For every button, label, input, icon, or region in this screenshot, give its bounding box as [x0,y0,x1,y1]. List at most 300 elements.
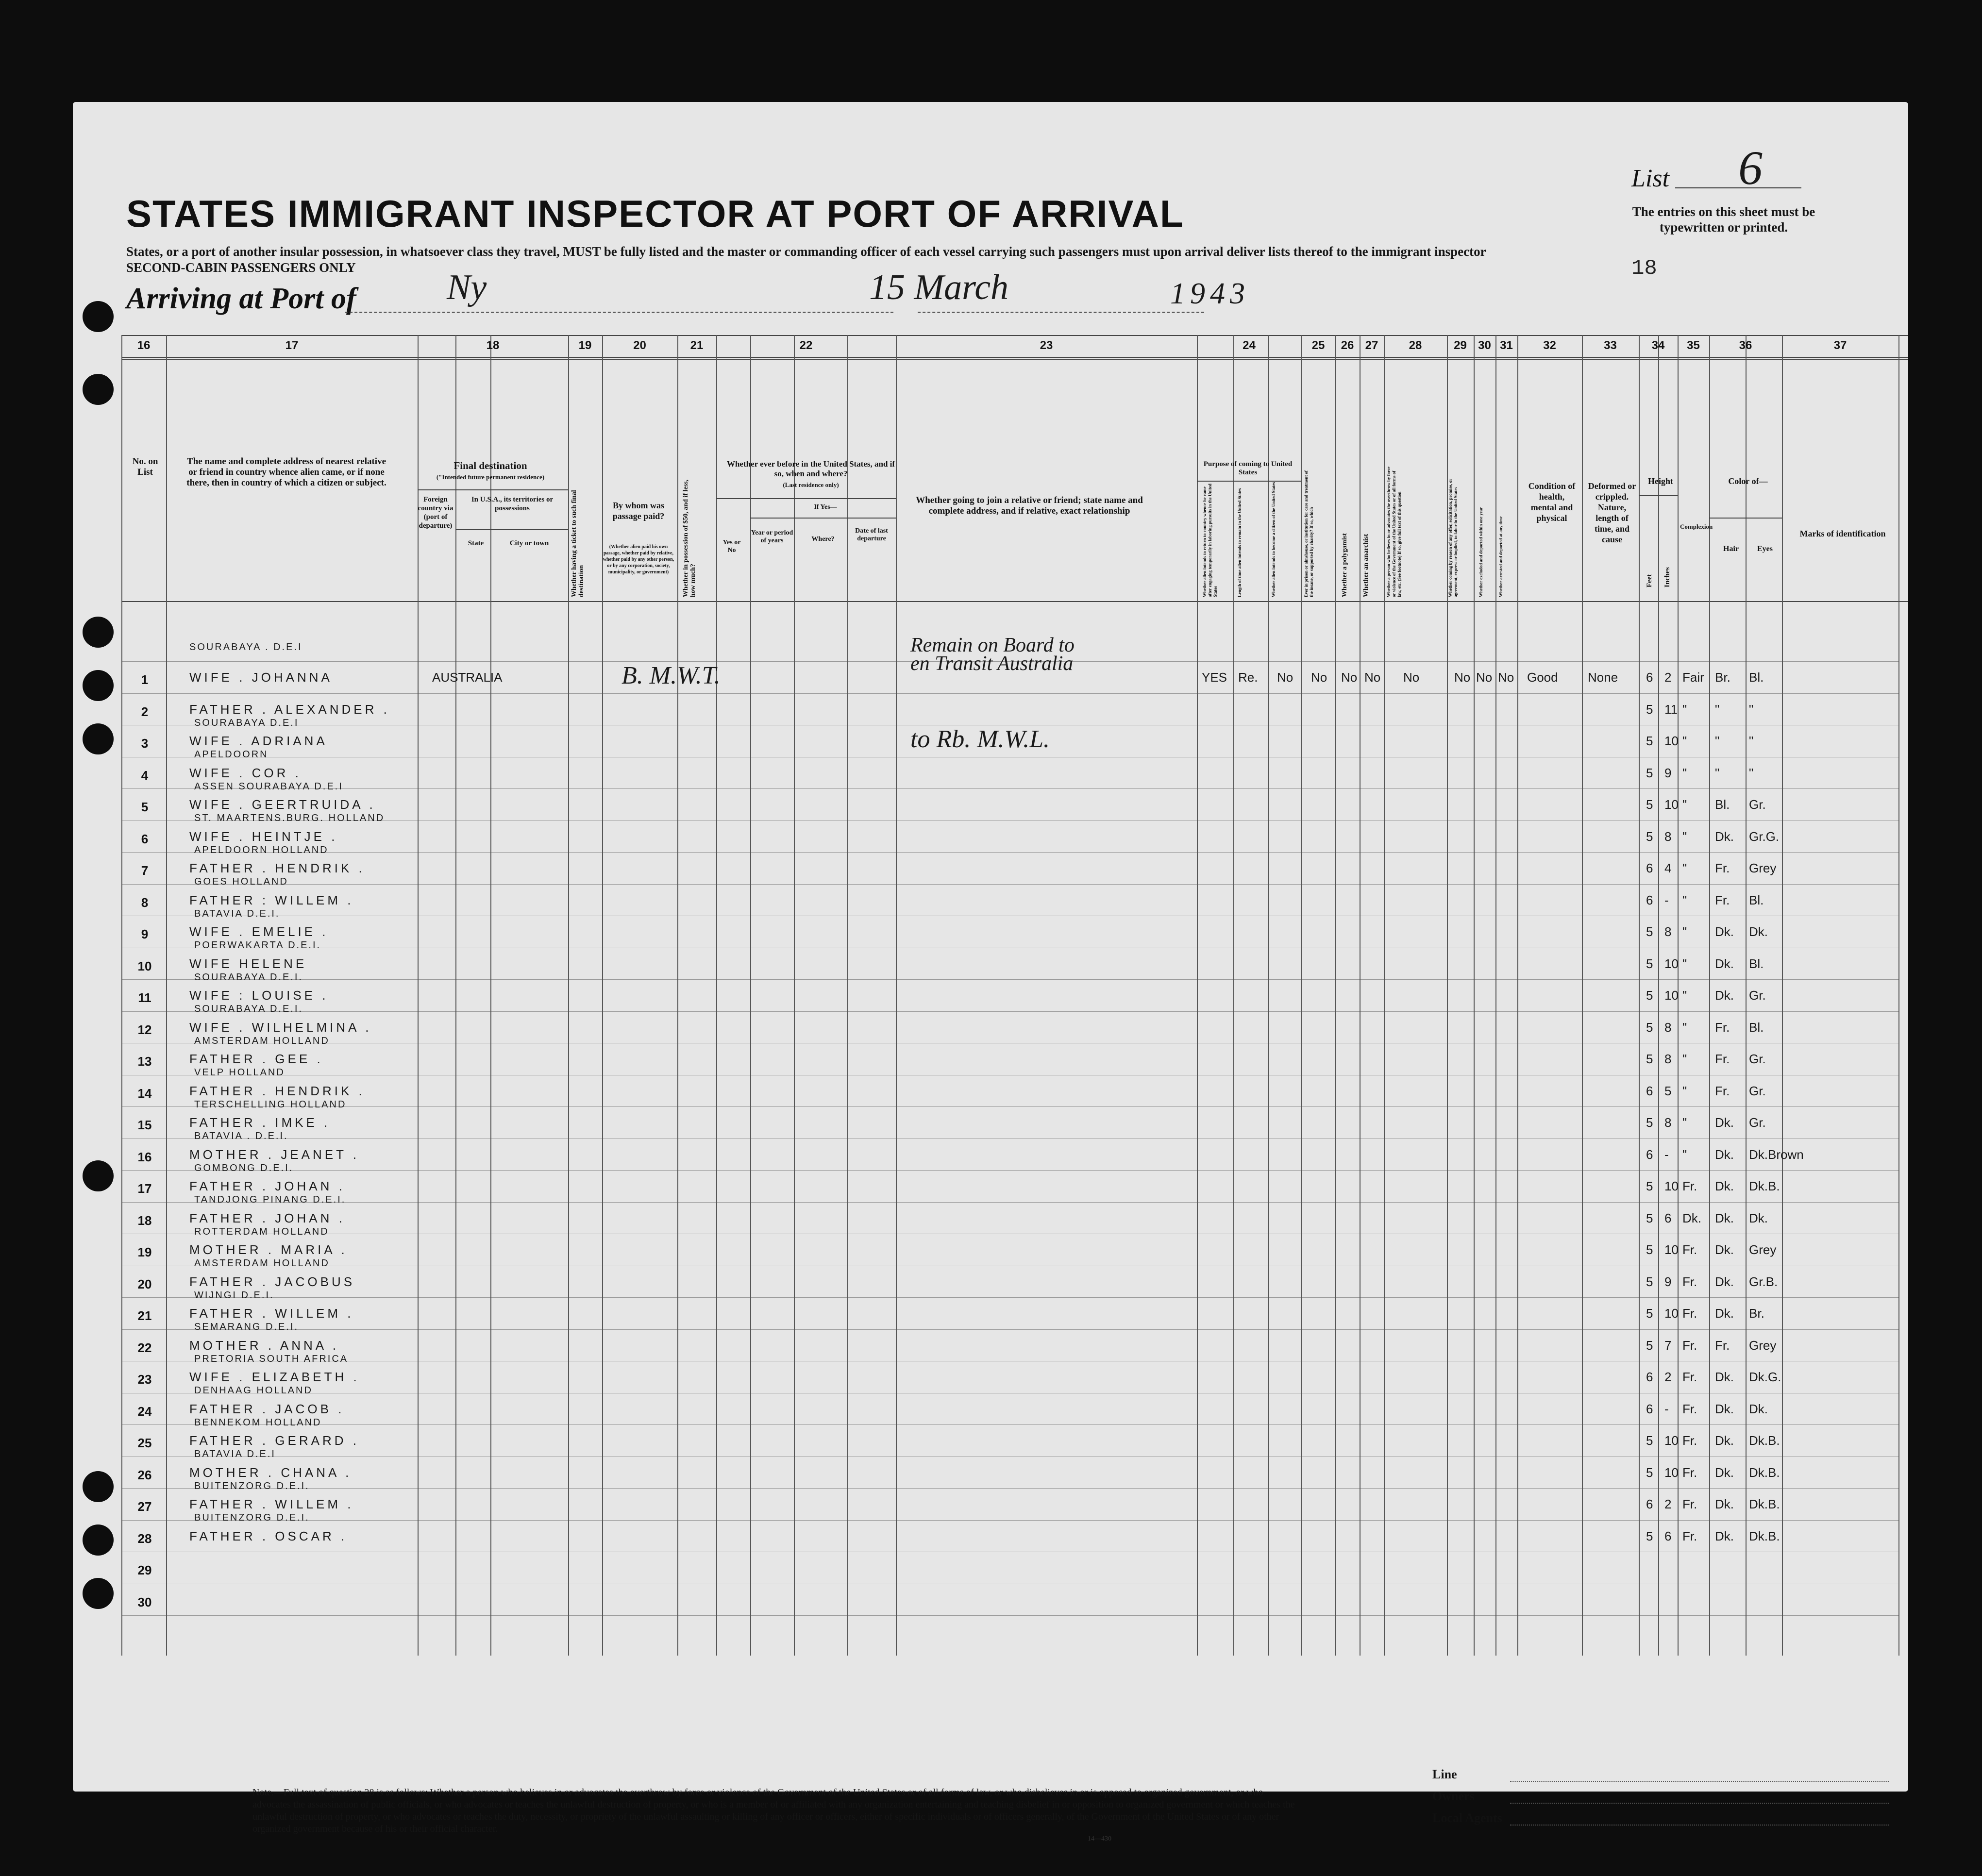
cell-feet: 6 [1646,1147,1653,1162]
row-rule [121,1297,1898,1298]
row-number: 22 [137,1340,152,1355]
cell-feet: 6 [1646,1497,1653,1511]
relative-address: GOMBONG D.E.I. [194,1162,294,1173]
owners-field [1510,1803,1889,1804]
cell-complexion: Fr. [1682,1306,1697,1321]
cell-hair: Dk. [1715,1433,1734,1448]
cell-purpose-b: Re. [1238,670,1258,685]
row-number: 27 [137,1499,152,1514]
header-final-destination: Final destination [454,460,527,471]
cell-eyes: Gr. [1749,1052,1766,1066]
relative-address: APELDOORN [194,749,269,760]
header-complexion: Complexion [1680,523,1713,530]
cell-feet: 5 [1646,702,1653,717]
column-rule [602,335,603,1656]
header-color-of: Color of— [1728,476,1768,486]
cell-feet: 6 [1646,1083,1653,1098]
relative-name: WIFE . EMELIE . [189,924,329,939]
relative-address: BUITENZORG D.E.I. [194,1512,310,1523]
relative-name: MOTHER . MARIA . [189,1242,348,1257]
header-purpose-citizen: Whether alien intends to become a citizen of the United States [1271,482,1276,597]
cell-feet: 6 [1646,892,1653,907]
cell-hair: Fr. [1715,1083,1730,1098]
relative-name: WIFE . WILHELMINA . [189,1020,372,1035]
port-value: Ny [447,268,487,307]
relative-name: MOTHER . CHANA . [189,1465,352,1480]
arriving-label: Arriving at Port of [126,282,356,315]
row-number: 7 [141,863,149,878]
cell-feet: 6 [1646,1401,1653,1416]
header-where: Where? [811,536,835,543]
header-passage-note: (Whether alien paid his own passage, whether paid by relative, whether paid by any other person, or by any corporation, society, municipality, or government) [603,544,674,575]
column-rule [794,335,795,1656]
row-rule [121,693,1898,694]
cell-eyes: Dk. [1749,924,1768,939]
column-rule [1268,335,1269,1656]
cell-eyes: Gr. [1749,1083,1766,1098]
row-number: 17 [137,1181,152,1196]
cell-hair: Dk. [1715,1370,1734,1384]
cell-complexion: " [1682,1083,1687,1098]
cell-feet: 5 [1646,1433,1653,1448]
column-rule [490,335,491,1656]
row-number: 10 [137,958,152,973]
header-joining: Whether going to join a relative or friend; state name and complete address, and if relative, exact relationship [916,495,1143,516]
cell-eyes: " [1749,734,1754,748]
column-rule [568,335,569,1656]
cell-inches: 8 [1664,924,1672,939]
header-purpose-length: Length of time alien intends to remain in the United States [1237,488,1242,597]
cell-complexion: Fr. [1682,1401,1697,1416]
cell-inches: 8 [1664,1115,1672,1130]
relative-name: FATHER . JACOB . [189,1401,345,1416]
column-rule [1301,335,1302,1656]
cell-inches: 2 [1664,1370,1672,1384]
cell-complexion: " [1682,702,1687,717]
relative-name: FATHER : WILLEM . [189,892,354,907]
relative-address: SEMARANG D.E.I. [194,1322,299,1332]
cell-eyes: Gr. [1749,988,1766,1003]
cell-complexion: " [1682,1020,1687,1035]
cell-eyes: Dk. [1749,1401,1768,1416]
cell-eyes: Dk. [1749,1210,1768,1225]
cell-eyes: " [1749,765,1754,780]
column-rule [847,335,848,1656]
column-rule [1384,335,1385,1656]
cell-complexion: " [1682,734,1687,748]
cell-q26: No [1341,670,1358,685]
cell-inches: 5 [1664,1083,1672,1098]
column-rule [455,335,456,1656]
cell-feet: 5 [1646,1115,1653,1130]
relative-name: WIFE . ADRIANA [189,734,328,748]
cell-complexion: Fr. [1682,1497,1697,1511]
owners-label: Owners [1432,1789,1475,1803]
row-number: 21 [137,1308,152,1323]
year-value: 1943 [1170,277,1250,310]
row-number: 18 [137,1213,152,1228]
local-agents-label: Local Agents [1432,1811,1502,1825]
cell-eyes: Dk.B. [1749,1179,1780,1193]
column-rule [1495,335,1496,1656]
cell-q25: No [1311,670,1327,685]
relative-name: MOTHER . ANNA . [189,1338,339,1353]
header-final-destination-note: ("Intended future permanent residence) [436,473,545,481]
punch-hole [83,374,114,405]
relative-address: VELP HOLLAND [194,1067,285,1078]
cell-hair: Dk. [1715,1528,1734,1543]
cell-purpose: YES [1202,670,1227,685]
relative-address: TERSCHELLING HOLLAND [194,1099,347,1110]
cell-feet: 5 [1646,1528,1653,1543]
cell-inches: 8 [1664,1020,1672,1035]
row-number: 1 [141,672,149,687]
punch-hole [83,1471,114,1502]
cell-inches: 9 [1664,1274,1672,1289]
relative-address: POERWAKARTA D.E.I. [194,940,321,951]
relative-name: FATHER . ALEXANDER . [189,702,390,717]
column-number: 25 [1311,339,1325,352]
manifest-sheet [73,102,1908,1842]
relative-name: FATHER . HENDRIK . [189,1083,365,1098]
punch-hole [83,1578,114,1609]
cell-hair: Dk. [1715,1306,1734,1321]
relative-address: ST. MAARTENS.BURG. HOLLAND [194,813,385,823]
column-number: 24 [1243,339,1256,352]
cell-inches: - [1664,1401,1669,1416]
row-number: 9 [141,927,149,941]
cell-eyes: Dk.B. [1749,1528,1780,1543]
cell-deformed: None [1588,670,1618,685]
header-height: Height [1648,476,1673,486]
row-rule [121,1488,1898,1489]
column-rule [1639,335,1640,1656]
cell-q30: No [1476,670,1493,685]
cell-feet: 5 [1646,829,1653,844]
relative-address: AMSTERDAM HOLLAND [194,1035,330,1046]
row-number: 12 [137,1022,152,1037]
row-rule [121,1170,1898,1171]
cell-inches: 8 [1664,1052,1672,1066]
cell-feet: 5 [1646,765,1653,780]
cell-complexion: " [1682,829,1687,844]
row-number: 16 [137,1149,152,1164]
relative-name: FATHER . OSCAR . [189,1528,348,1543]
row-rule [121,1520,1898,1521]
relative-name: WIFE . GEERTRUIDA . [189,797,376,812]
row-number: 15 [137,1118,152,1132]
cell-eyes: Dk.B. [1749,1497,1780,1511]
header-rule [418,489,568,490]
relative-address: SOURABAYA D.E.I. [194,972,303,983]
row-number: 19 [137,1245,152,1259]
header-polygamist: Whether a polygamist [1341,533,1348,597]
cell-eyes: Grey [1749,1338,1777,1353]
relative-address: DENHAAG HOLLAND [194,1385,313,1396]
row-number: 2 [141,704,149,719]
cell-eyes: Gr.B. [1749,1274,1778,1289]
column-number: 27 [1365,339,1378,352]
cell-complexion: Fr. [1682,1338,1697,1353]
column-rule [1197,335,1198,1656]
punch-hole [83,723,114,754]
cell-inches: 10 [1664,1179,1679,1193]
header-state: State [468,539,484,547]
cell-feet: 5 [1646,1179,1653,1193]
cell-joining: Remain on Board to en Transit Australia [910,634,1075,675]
cell-q31: No [1498,670,1514,685]
relative-address: TANDJONG PINANG D.E.I. [194,1194,346,1205]
cell-feet: 5 [1646,988,1653,1003]
punch-hole [83,617,114,648]
cell-inches: 10 [1664,988,1679,1003]
header-feet: Feet [1646,574,1653,587]
cell-condition: Good [1527,670,1558,685]
entries-note: The entries on this sheet must be typewritten or printed. [1632,204,1815,234]
cell-hair: Fr. [1715,1020,1730,1035]
relative-name: WIFE . HEINTJE . [189,829,338,844]
column-rule [896,335,897,1656]
cell-hair: Dk. [1715,1210,1734,1225]
cell-hair: Bl. [1715,797,1730,812]
cell-feet: 5 [1646,1274,1653,1289]
row-number: 26 [137,1467,152,1482]
row-number: 5 [141,800,149,814]
cell-country: AUSTRALIA [432,670,503,685]
cell-complexion: " [1682,1052,1687,1066]
header-passage: By whom was passage paid? [612,501,665,521]
cell-hair: Fr. [1715,861,1730,875]
cell-inches: - [1664,1147,1669,1162]
cell-eyes: Grey [1749,1242,1777,1257]
cell-passage: B. M.W.T. [621,662,721,689]
row-rule [121,1424,1898,1425]
column-number: 36 [1739,339,1752,352]
cell-q29: No [1454,670,1471,685]
cell-eyes: Bl. [1749,1020,1764,1035]
cell-eyes: Dk.G. [1749,1370,1781,1384]
column-number: 17 [285,339,299,352]
header-departure: Date of last departure [855,527,888,542]
line-field [1510,1781,1889,1782]
page-title: STATES IMMIGRANT INSPECTOR AT PORT OF ARRIVAL [126,192,1184,235]
header-rule [716,498,896,499]
cell-inches: 2 [1664,1497,1672,1511]
cell-eyes: Gr. [1749,1115,1766,1130]
form-number: 14—430 [1088,1835,1111,1842]
column-number: 19 [578,339,592,352]
relative-name: WIFE . ELIZABETH . [189,1370,360,1384]
column-number: 21 [690,339,704,352]
header-prison: Ever in prison or almshouse, or institution for care and treatment of the insane, or supported by charity? If so, which [1304,470,1314,597]
cell-q27: No [1364,670,1381,685]
cell-complexion: Dk. [1682,1210,1701,1225]
header-condition: Condition of health, mental and physical [1528,481,1576,523]
cell-complexion: Fr. [1682,1370,1697,1384]
cell-hair: Dk. [1715,1497,1734,1511]
cell-complexion: " [1682,797,1687,812]
cell-purpose-c: No [1277,670,1293,685]
header-overthrow: Whether a person who believes in or advocates the overthrow by force or violence of the Government of the United States or of all forms of law, etc. (See footnote) If so, give full text of this question [1386,466,1402,597]
cell-complexion: " [1682,924,1687,939]
row-number: 23 [137,1372,152,1387]
punch-hole [83,1524,114,1556]
header-before-in-us: Whether ever before in the United States, and if so, when and where? [726,459,895,478]
cell-complexion: Fr. [1682,1179,1697,1193]
relative-name: WIFE HELENE [189,956,307,971]
relative-address: ASSEN SOURABAYA D.E.I [194,781,343,792]
cell-hair: Dk. [1715,1242,1734,1257]
list-label: List [1631,165,1670,192]
punch-hole [83,670,114,701]
cell-hair: Fr. [1715,892,1730,907]
header-anarchist: Whether an anarchist [1362,534,1370,597]
row-rule [121,1202,1898,1203]
relative-address: BATAVIA . D.E.I. [194,1131,288,1141]
cell-hair: Dk. [1715,1274,1734,1289]
relative-address: BATAVIA D.E.I. [194,908,280,919]
column-rule [121,335,122,1656]
relative-name: FATHER . WILLEM . [189,1306,354,1321]
row-number: 20 [137,1276,152,1291]
cell-hair: Fr. [1715,1338,1730,1353]
column-number: 16 [137,339,151,352]
cell-complexion: " [1682,1147,1687,1162]
relative-name: FATHER . JOHAN . [189,1210,345,1225]
relative-address: GOES HOLLAND [194,876,288,887]
column-number: 18 [486,339,500,352]
cell-feet: 5 [1646,797,1653,812]
local-agents-field [1510,1825,1889,1826]
row-rule [121,1615,1898,1616]
cell-complexion: " [1682,861,1687,875]
header-eyes: Eyes [1757,545,1773,553]
relative-address: SOURABAYA D.E.I. [194,1004,303,1014]
header-ticket: Whether having a ticket to such final destination [571,490,585,597]
date-underline [918,312,1204,313]
table-rule [121,357,1908,358]
header-city: City or town [509,539,549,547]
cell-eyes: Bl. [1749,670,1764,685]
column-rule [166,335,167,1656]
cell-eyes: Br. [1749,1306,1764,1321]
header-arrested: Whether arrested and deported at any time [1498,516,1503,597]
cell-hair: Dk. [1715,1147,1734,1162]
cell-feet: 5 [1646,1465,1653,1480]
cell-feet: 5 [1646,1052,1653,1066]
row-number: 29 [137,1563,152,1577]
column-number: 20 [633,339,646,352]
column-number: 37 [1833,339,1847,352]
cell-hair: Dk. [1715,1115,1734,1130]
row-number: 3 [141,736,149,751]
column-number: 34 [1651,339,1665,352]
row-rule [121,1329,1898,1330]
column-rule [716,335,717,1656]
cell-eyes: Gr.G. [1749,829,1780,844]
cell-feet: 5 [1646,924,1653,939]
relative-name: FATHER . GERARD . [189,1433,359,1448]
footnote: Note.—Full text of question 28 is as follows: Whether a person who believes in or advocates the overthrow by force or violence of the Government of the United States or of all forms of law, or who disbelieves in or is opposed to organized government, or who advocates the assassination of public officials, or who advocates or teaches the unlawful destruction of property, or who is a member of or affiliated with any organization entertaining and teaching disbelief in or opposition to organized government or which teaches the unlawful destruction of property, or who advocates or teaches the duty, necessity, or propriety of the unlawful assaulting or killing of any officer or officers, either of specific individuals or of officers generally, of the Government of the United States or of any other organized government because of his or their official character. [252,1787,1295,1834]
table-rule [121,335,1908,336]
column-number: 29 [1454,339,1467,352]
column-rule [1746,335,1747,1656]
row-number: 30 [137,1594,152,1609]
cell-complexion: Fr. [1682,1465,1697,1480]
header-in-usa: In U.S.A., its territories or possessions [471,496,554,512]
cell-eyes: " [1749,702,1754,717]
column-rule [1658,335,1659,1656]
header-period: Year or period of years [751,529,793,544]
relative-name: FATHER . JOHAN . [189,1179,345,1193]
cell-complexion: Fr. [1682,1433,1697,1448]
relative-name: WIFE . JOHANNA [189,670,333,685]
cell-inches: 10 [1664,734,1679,748]
header-rule [1709,518,1782,519]
cell-feet: 5 [1646,1210,1653,1225]
cell-eyes: Bl. [1749,956,1764,971]
table-rule [121,359,1908,360]
header-yes-no: Yes or No [722,539,741,554]
cell-inches: 8 [1664,829,1672,844]
cell-complexion: Fr. [1682,1528,1697,1543]
cell-inches: 9 [1664,765,1672,780]
cell-inches: 10 [1664,1242,1679,1257]
relative-address: ROTTERDAM HOLLAND [194,1226,329,1237]
table-rule [121,601,1908,602]
cell-feet: 6 [1646,1370,1653,1384]
cell-complexion: " [1682,956,1687,971]
cell-inches: 10 [1664,956,1679,971]
column-number: 23 [1040,339,1053,352]
cell-hair: Dk. [1715,1179,1734,1193]
header-foreign-country: Foreign country via (port of departure) [418,496,454,530]
cell-hair: " [1715,702,1720,717]
column-rule [1782,335,1783,1656]
header-purpose: Purpose of coming to United States [1203,460,1293,476]
manifest-table [121,335,1908,1656]
cell-feet: 5 [1646,734,1653,748]
column-rule [1709,335,1710,1656]
cell-inches: 2 [1664,670,1672,685]
cell-feet: 6 [1646,861,1653,875]
row-number: 4 [141,768,149,783]
header-rule [455,529,568,530]
cell-complexion: " [1682,892,1687,907]
column-number: 35 [1687,339,1700,352]
column-number: 32 [1543,339,1556,352]
column-rule [1233,335,1234,1656]
cell-inches: 10 [1664,797,1679,812]
relative-name: FATHER . GEE . [189,1052,323,1066]
relative-address: SOURABAYA D.E.I [194,717,299,728]
column-rule [1582,335,1583,1656]
column-rule [1335,335,1336,1656]
cell-feet: 5 [1646,1338,1653,1353]
cell-hair: " [1715,765,1720,780]
header-excluded: Whether excluded and deported within one year [1478,507,1483,597]
relative-address: SOURABAYA . D.E.I [189,642,302,653]
cell-hair: Dk. [1715,1465,1734,1480]
cell-complexion: Fr. [1682,1274,1697,1289]
cell-eyes: Dk.B. [1749,1433,1780,1448]
cell-inches: 6 [1664,1528,1672,1543]
column-rule [418,335,419,1656]
relative-name: FATHER . WILLEM . [189,1497,354,1511]
relative-address: BENNEKOM HOLLAND [194,1417,322,1428]
row-rule [121,852,1898,853]
header-purpose-return: Whether alien intends to return to country whence he came after engaging temporarily in laboring pursuits in the United States [1202,484,1218,597]
